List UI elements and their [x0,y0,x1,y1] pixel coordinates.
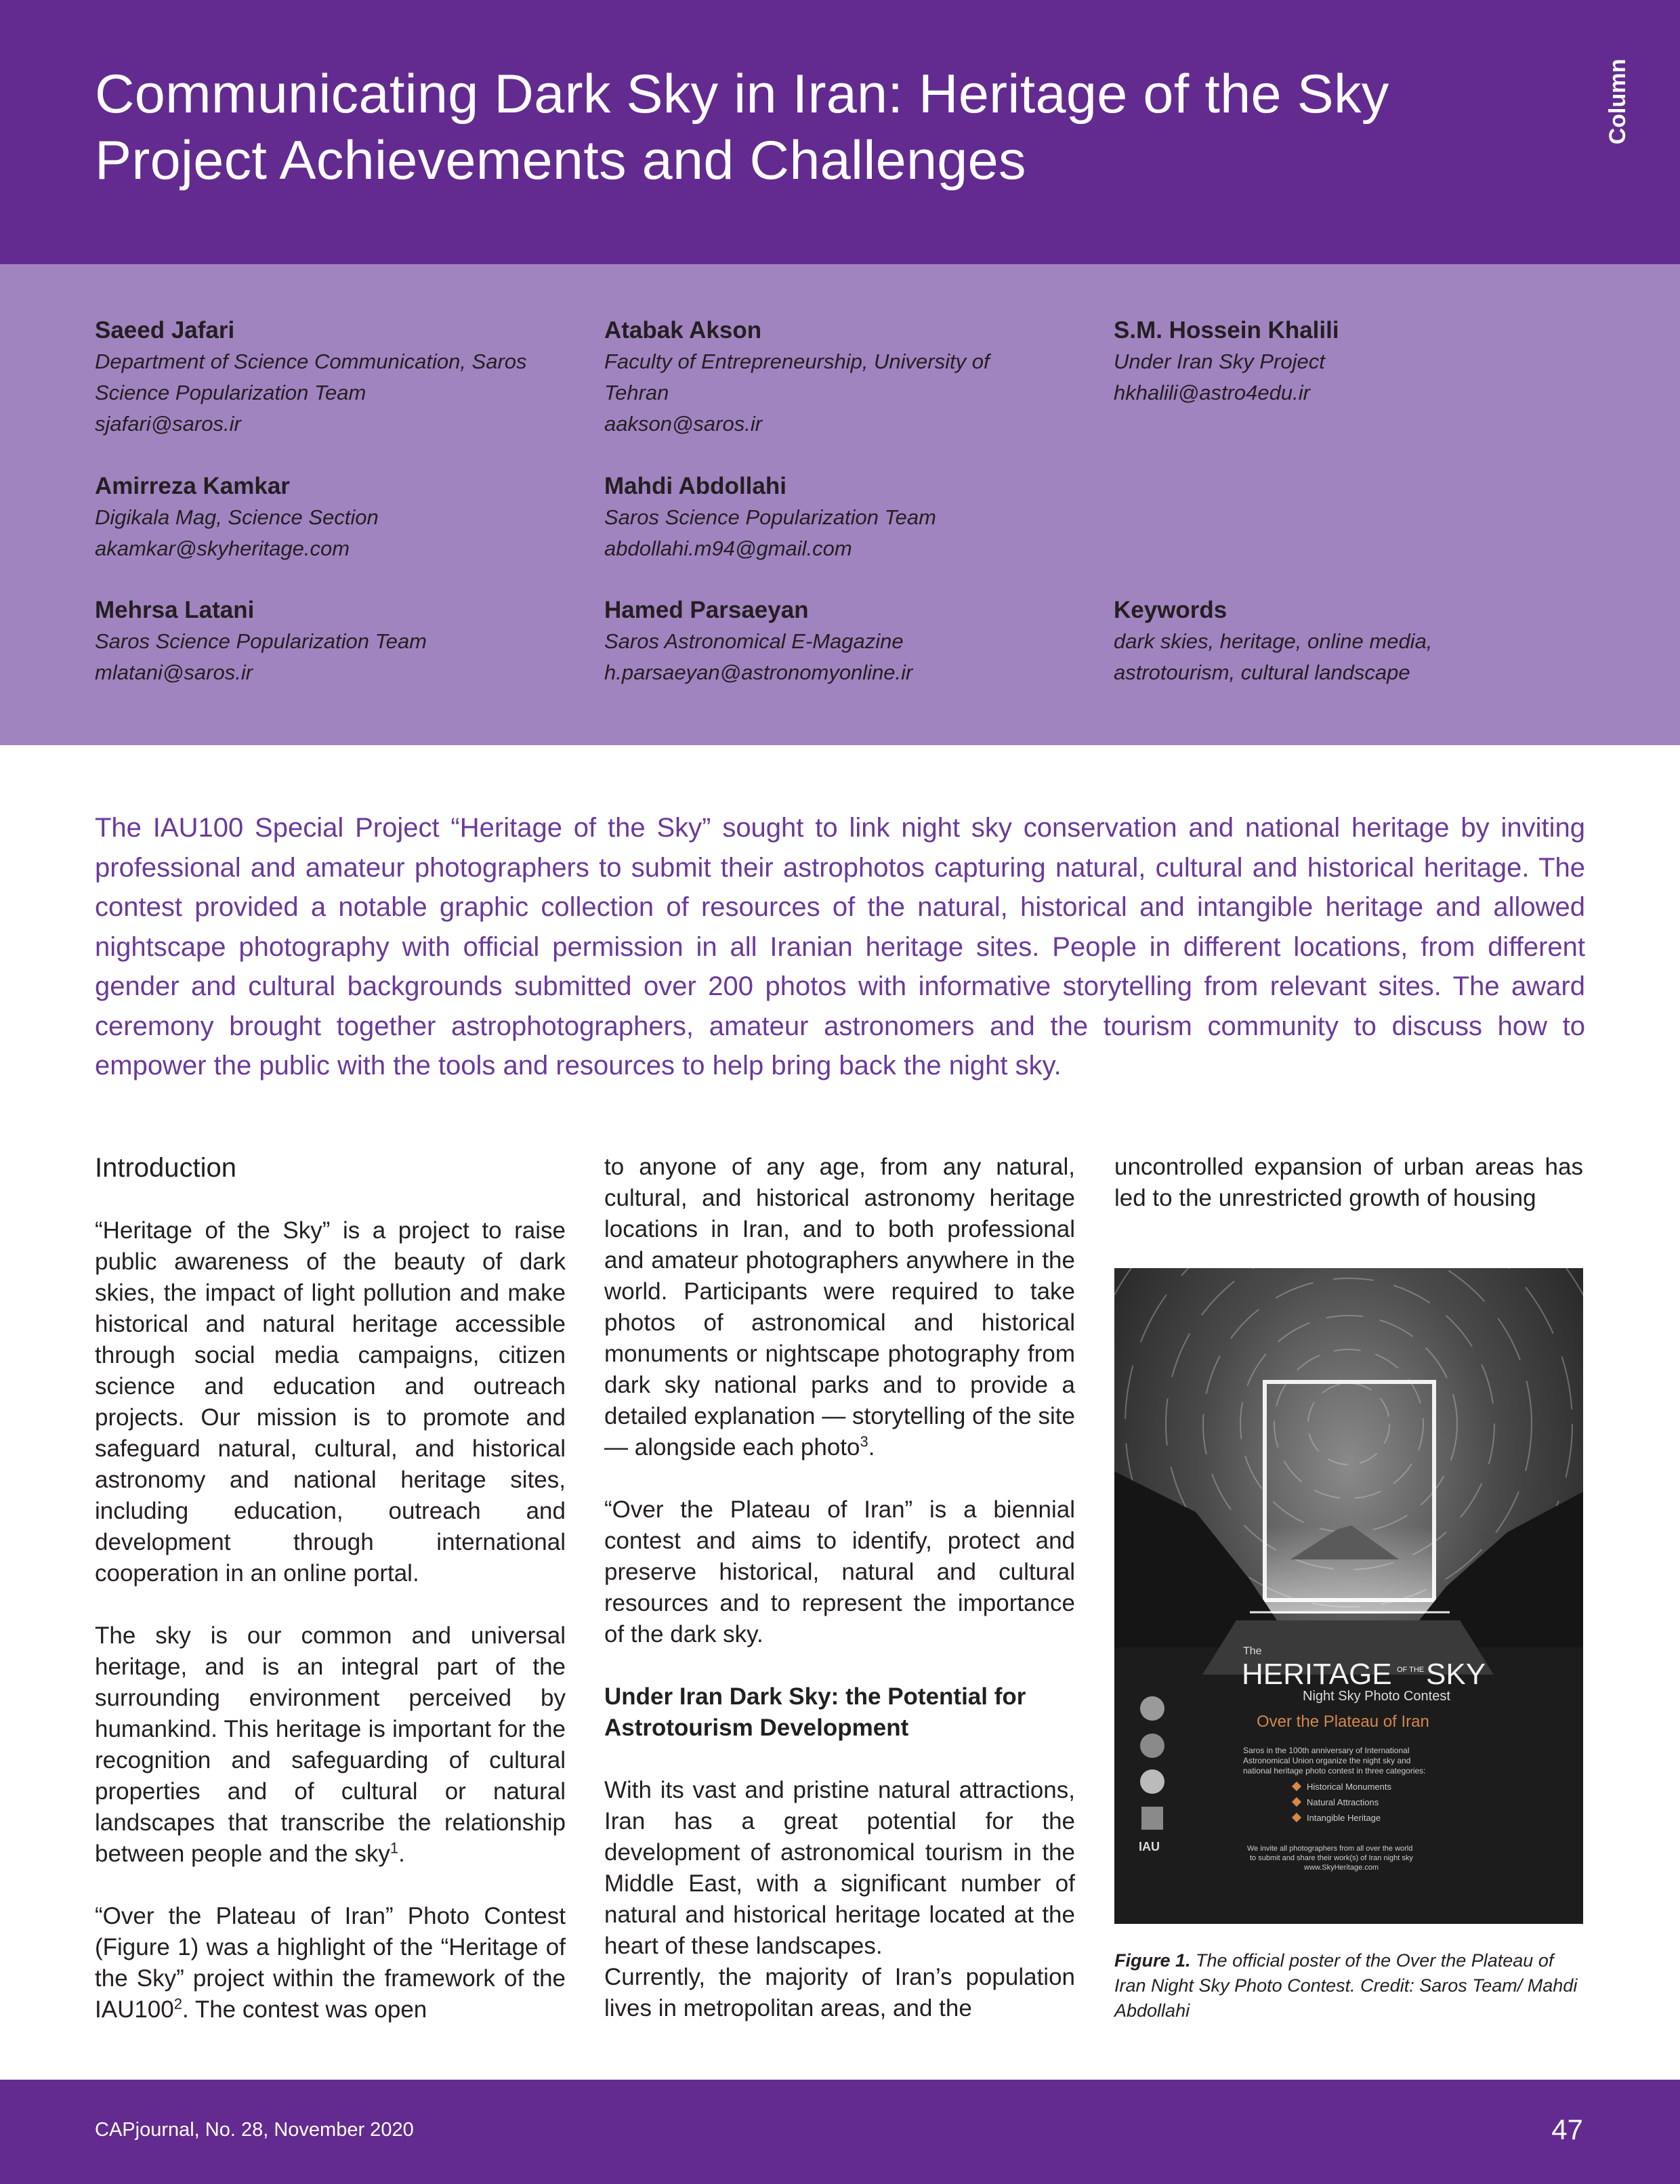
sponsor-logo-icon [1140,1734,1164,1758]
footnote-ref[interactable]: 2 [173,1995,182,2013]
author-affiliation: Faculty of Entrepreneurship, University of [604,350,990,373]
figure-1-caption [1114,1948,1583,2023]
poster-invite-line: to submit and share their work(s) of Iran night sky [1250,1854,1413,1862]
title-line-2: Project Achievements and Challenges [95,130,1026,191]
author-name: Amirreza Kamkar [95,473,290,499]
author-email[interactable]: sjafari@saros.ir [95,412,241,436]
caption-label: Figure 1. [1114,1950,1191,1971]
author-affiliation: Saros Science Popularization Team [95,629,427,653]
svg-text:Intangible Heritage: Intangible Heritage [1307,1813,1381,1823]
poster-title-sky: SKY [1426,1658,1486,1691]
section-heading-astrotourism: Under Iran Dark Sky: the Potential for Astrotourism Development [604,1683,1026,1741]
author-block [95,471,569,564]
body-paragraph: to anyone of any age, from any natural, cultural, and historical astronomy heritage locations in Iran, and to both professional and amateur photographers anywhere in the world. Participants were required to take photos of astronomical and historical monuments or nightscape photography from dark sky national parks and to provide a detailed explanation — storytelling of the site — alongside each photo$^3$. [604,1154,1075,1461]
author-email[interactable]: mlatani@saros.ir [95,660,253,684]
keywords-block [1114,595,1588,688]
figure-1-poster [1114,1268,1583,1924]
svg-text:Historical Monuments: Historical Monuments [1307,1782,1391,1792]
author-affiliation: Tehran [604,381,669,404]
author-name: Hamed Parsaeyan [604,597,809,623]
body-column-1 [95,1152,566,2025]
poster-intro-line: Saros in the 100th anniversary of International [1243,1746,1410,1755]
title-line-1: Communicating Dark Sky in Iran: Heritage of the Sky [95,64,1389,125]
poster-title-of-the: OF THE [1397,1666,1425,1674]
author-affiliation: Saros Science Popularization Team [604,505,936,529]
author-affiliation: Department of Science Communication, Saros [95,350,527,373]
author-affiliation: Saros Astronomical E-Magazine [604,629,904,653]
keywords-list: astrotourism, cultural landscape [1114,660,1410,684]
sponsor-logo-icon [1141,1807,1163,1830]
caption-text: The official poster of the Over the Plateau of Iran Night Sky Photo Contest. Credit: Saros Team/ Mahdi Abdollahi [1114,1950,1578,2021]
body-paragraph: uncontrolled expansion of urban areas has led to the unrestricted growth of housing [1114,1154,1583,1211]
keywords-heading: Keywords [1114,597,1227,623]
page-number: 47 [1551,2114,1583,2145]
author-affiliation: Science Popularization Team [95,381,366,404]
author-block [95,315,569,440]
page-footer [0,2080,1680,2184]
sponsor-logo-icon [1140,1769,1164,1794]
author-block [604,315,1078,440]
author-name: Saeed Jafari [95,317,235,343]
author-name: Mahdi Abdollahi [604,473,786,499]
abstract: The IAU100 Special Project “Heritage of the Sky” sought to link night sky conservation and national heritage by inviting professional and amateur photographers to submit their astrophotos capturing natural, cultural and historical heritage. The contest provided a notable graphic collection of resources of the natural, historical and intangible heritage and allowed nightscape photography with official permission in all Iranian heritage sites. People in different locations, from different gender and cultural backgrounds submitted over 200 photos with informative storytelling from relevant sites. The award ceremony brought together astrophotographers, amateur astronomers and the tourism community to discuss how to empower the public with the tools and resources to help bring back the night sky. [95,813,1585,1080]
poster-intro-line: national heritage photo contest in three categories: [1243,1766,1426,1776]
footnote-ref[interactable]: 3 [860,1433,868,1450]
poster-invite-line: We invite all photographers from all over the world [1247,1845,1413,1853]
author-name: Atabak Akson [604,317,762,343]
body-paragraph: The sky is our common and universal heritage, and is an integral part of the surrounding environment perceived by humankind. This heritage is important for the recognition and safeguarding of cultural properties and of cultural or natural landscapes that transcribe the relationship between people and the sky$^1$. [95,1622,566,1867]
poster-intro-line: Astronomical Union organize the night sky and [1243,1756,1411,1765]
author-block [1114,315,1588,408]
author-block [95,595,569,688]
poster-category-list [1292,1782,1392,1823]
svg-text:Natural Attractions: Natural Attractions [1307,1797,1379,1807]
poster-tagline: Over the Plateau of Iran [1257,1713,1429,1731]
poster-image [1114,1268,1583,1924]
body-column-3 [1114,1152,1583,1214]
sponsor-logo-icon [1140,1696,1164,1721]
section-tag: Column [1604,58,1631,145]
body-paragraph: With its vast and pristine natural attractions, Iran has a great potential for the development of astronomical tourism in the Middle East, with a significant number of natural and historical heritage located at the heart of these landscapes. [604,1777,1075,1959]
author-email[interactable]: aakson@saros.ir [604,412,763,436]
keywords-list: dark skies, heritage, online media, [1114,629,1433,653]
body-paragraph: “Over the Plateau of Iran” is a biennial contest and aims to identify, protect and preserve historical, natural and cultural resources and to represent the importance of the dark sky. [604,1496,1075,1647]
body-column-2 [604,1152,1075,2024]
author-block [604,595,1078,688]
article-title [95,61,1504,194]
body-paragraph: “Heritage of the Sky” is a project to raise public awareness of the beauty of dark skies, the impact of light pollution and make historical and natural heritage accessible through social media campaigns, citizen science and education and outreach projects. Our mission is to promote and safeguard natural, cultural, and historical astronomy and national heritage sites, including education, outreach and development through international cooperation in an online portal. [95,1217,566,1587]
body-paragraph: “Over the Plateau of Iran” Photo Contest (Figure 1) was a highlight of the “Heritage of the Sky” project within the framework of the $IAU100^2$. The contest was open [95,1903,566,2023]
article-header [0,0,1680,264]
author-email[interactable]: akamkar@skyheritage.com [95,537,350,560]
author-name: S.M. Hossein Khalili [1114,317,1339,343]
iau-logo-icon: IAU [1139,1840,1160,1853]
author-email[interactable]: h.parsaeyan@astronomyonline.ir [604,660,913,684]
section-heading-introduction: Introduction [95,1153,237,1183]
poster-url: www.SkyHeritage.com [1304,1864,1379,1872]
author-block [604,471,1078,564]
author-affiliation: Digikala Mag, Science Section [95,505,379,529]
footnote-ref[interactable]: 1 [390,1839,399,1857]
poster-subtitle: Night Sky Photo Contest [1303,1689,1450,1704]
author-name: Mehrsa Latani [95,597,255,623]
poster-title-heritage: HERITAGE [1242,1658,1392,1691]
body-paragraph: Currently, the majority of Iran’s population lives in metropolitan areas, and the [604,1964,1075,2021]
author-email[interactable]: abdollahi.m94@gmail.com [604,537,852,560]
author-email[interactable]: hkhalili@astro4edu.ir [1114,381,1310,404]
journal-citation: CAPjournal, No. 28, November 2020 [95,2119,414,2141]
authors-panel [0,264,1680,745]
author-affiliation: Under Iran Sky Project [1114,350,1325,373]
poster-title-the: The [1243,1645,1262,1657]
